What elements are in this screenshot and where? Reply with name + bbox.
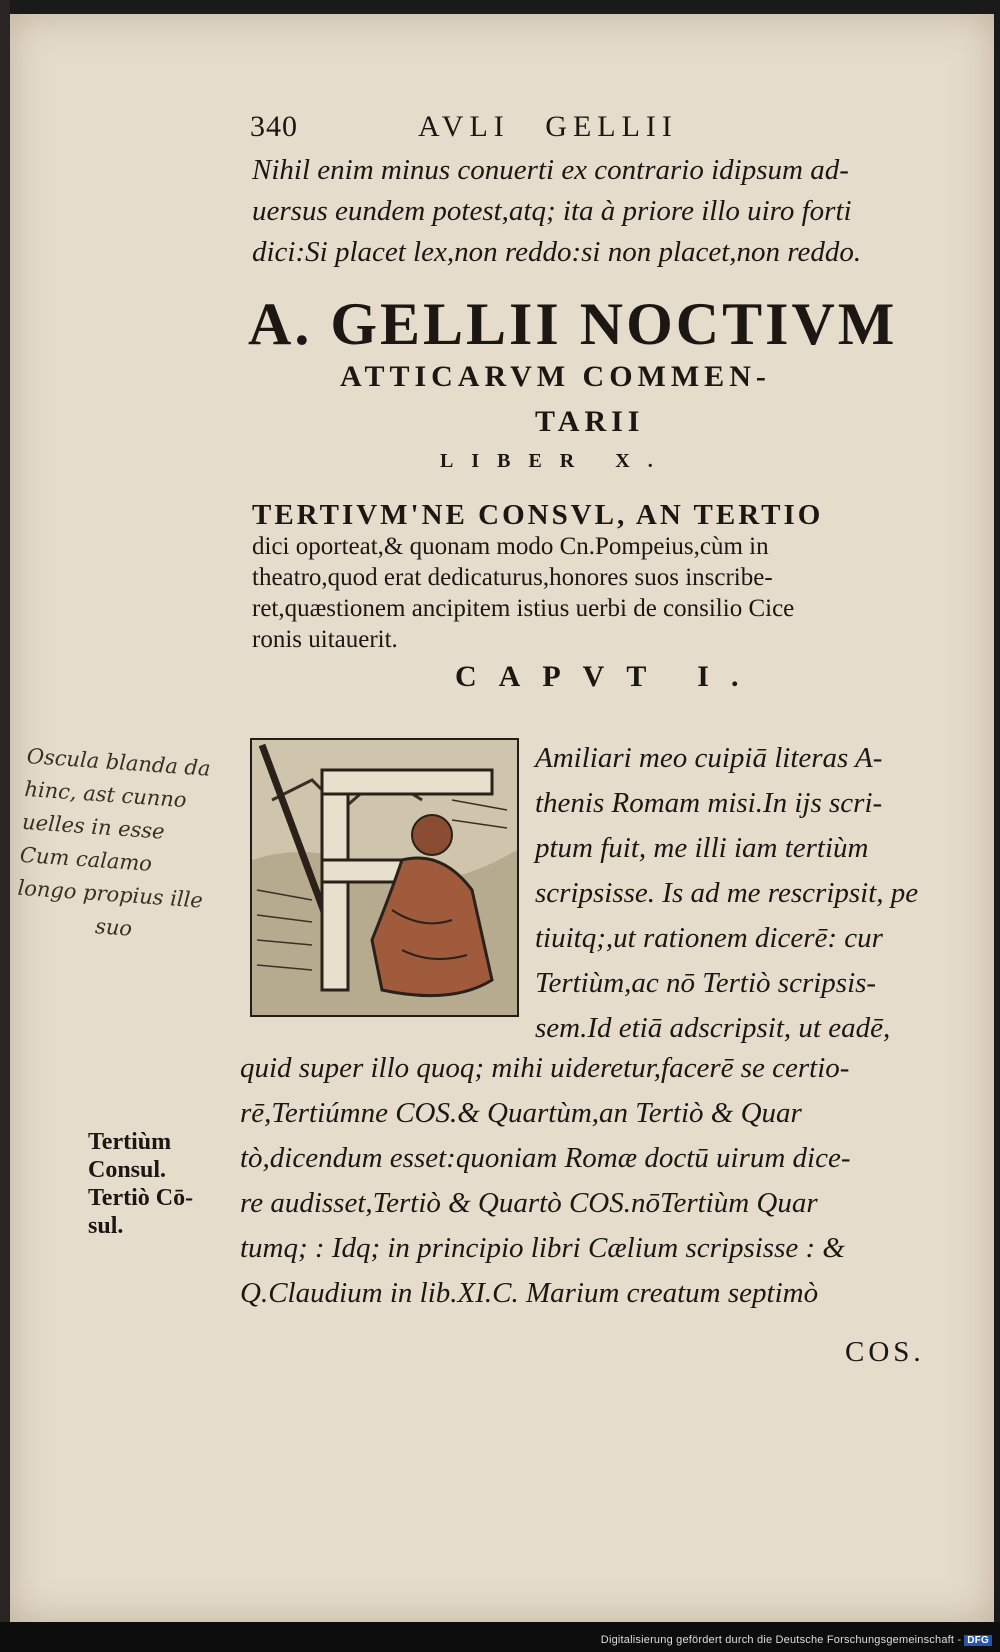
text-line: Amiliari meo cuipiā literas A-: [535, 742, 883, 774]
body-text-beside-initial: [535, 736, 918, 1051]
text-line: uersus eundem potest,atq; ita à priore illo uiro forti: [252, 195, 852, 227]
dfg-logo: DFG: [964, 1635, 992, 1646]
text-line: scripsisse. Is ad me rescripsit, pe: [535, 877, 919, 909]
text-line: rē,Tertiúmne COS.& Quartùm,an Tertiò & Quar: [240, 1097, 802, 1129]
text-line: Tertiùm,ac nō Tertiò scripsis-: [535, 967, 877, 999]
page-number: 340: [250, 110, 298, 143]
text-line: tò,dicendum esset:quoniam Romæ doctū uirum dice-: [240, 1142, 851, 1174]
binding-edge: [0, 0, 10, 1652]
margin-note-line: Tertiùm: [88, 1129, 172, 1155]
woodcut-illustration: [252, 740, 517, 1015]
chapter-summary-caps: TERTIVM'NE CONSVL, AN TERTIO: [252, 499, 824, 531]
credit-text: Digitalisierung gefördert durch die Deutsche Forschungsgemeinschaft -: [600, 1634, 962, 1646]
book-title-line-2: ATTICARVM COMMEN-: [340, 360, 771, 393]
book-title-line-3: TARII: [535, 405, 645, 438]
decorated-initial-f: [250, 738, 519, 1017]
text-line: re audisset,Tertiò & Quartò COS.nōTertiùm Quar: [240, 1187, 818, 1219]
handwritten-line: Oscula blanda da: [26, 743, 212, 781]
handwritten-line: longo propius ille: [16, 875, 204, 913]
margin-note-line: sul.: [88, 1213, 124, 1239]
printed-margin-note: [88, 1128, 193, 1240]
handwritten-line: hinc, ast cunno: [23, 776, 188, 813]
text-line: tiuitq;,ut rationem dicerē: cur: [535, 922, 883, 954]
chapter-summary: [252, 500, 942, 655]
opening-paragraph: [252, 150, 952, 273]
text-line: dici oporteat,& quonam modo Cn.Pompeius,cùm in: [252, 533, 769, 560]
running-title: AVLI GELLII: [418, 110, 678, 143]
handwritten-line: suo: [94, 914, 133, 941]
text-line: quid super illo quoq; mihi uideretur,facerē se certio-: [240, 1052, 850, 1084]
text-line: ret,quæstionem ancipitem istius uerbi de consilio Cice: [252, 595, 795, 622]
handwritten-margin-note: [14, 740, 267, 954]
body-text-full-width: [240, 1046, 851, 1316]
book-title-line-1: A. GELLII NOCTIVM: [248, 291, 898, 357]
margin-note-line: Consul.: [88, 1157, 167, 1183]
book-number: LIBER X.: [440, 450, 671, 472]
text-line: ptum fuit, me illi iam tertiùm: [535, 832, 869, 864]
text-line: dici:Si placet lex,non reddo:si non placet,non reddo.: [252, 236, 862, 268]
text-line: sem.Id etiā adscripsit, ut eadē,: [535, 1012, 891, 1044]
margin-note-line: Tertiò Cō-: [88, 1185, 194, 1211]
text-line: Q.Claudium in lib.XI.C. Marium creatum septimò: [240, 1277, 819, 1309]
text-line: tumq; : Idq; in principio libri Cælium scripsisse : &: [240, 1232, 845, 1264]
text-line: thenis Romam misi.In ijs scri-: [535, 787, 883, 819]
digitization-credit: [601, 1634, 992, 1646]
handwritten-line: uelles in esse: [21, 809, 166, 844]
text-line: theatro,quod erat dedicaturus,honores suos inscribe-: [252, 564, 773, 591]
text-line: Nihil enim minus conuerti ex contrario idipsum ad-: [252, 154, 849, 186]
body-text-end: COS.: [845, 1336, 925, 1368]
text-line: ronis uitauerit.: [252, 626, 398, 653]
handwritten-line: Cum calamo: [19, 842, 153, 876]
chapter-heading: CAPVT I.: [455, 660, 761, 693]
